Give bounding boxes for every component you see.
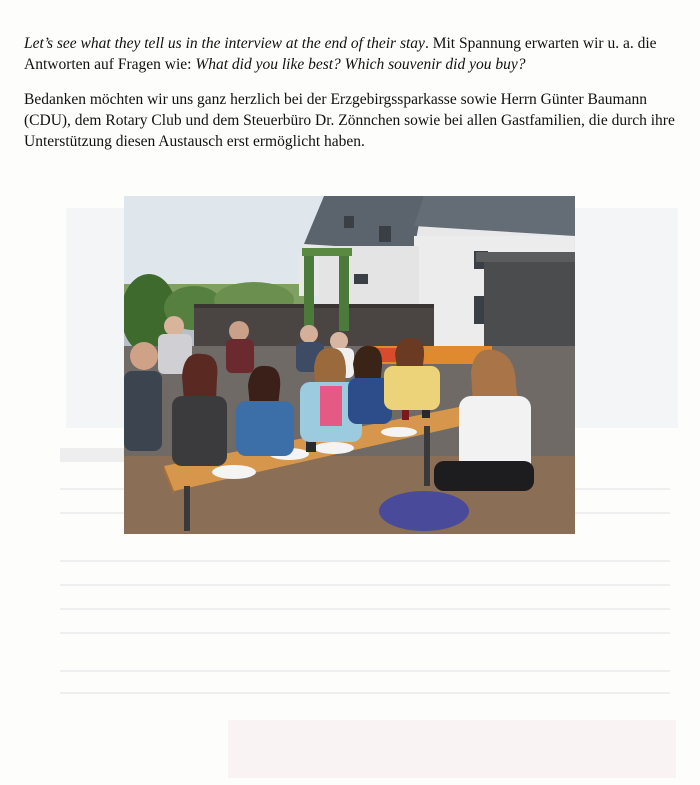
paragraph-thanks: Bedanken möchten wir uns ganz herzlich bei der Erzgebirgssparkasse sowie Herrn Günter Baumann (CDU), dem Rotary Club und dem Steuerbüro Dr. Zönnchen sowie bei allen Gastfamilien, die durch ihre Unterstützung diesen Austausch erst ermöglicht haben. <box>24 91 675 150</box>
bleed-through-line <box>60 692 670 694</box>
interview-questions: What did you like best? Which souvenir did you buy? <box>195 56 526 73</box>
paragraph-interview <box>24 33 684 75</box>
bleed-through-line <box>60 560 670 562</box>
group-photo <box>124 196 575 534</box>
interview-text: . Mit Spannung erwarten wir u. a. die Antworten auf Fragen wie: <box>24 35 657 73</box>
group-photo-illustration <box>124 196 575 534</box>
interview-italic: Let’s see what they tell us in the interview at the end of their stay <box>24 35 425 52</box>
bleed-through-line <box>60 632 670 634</box>
bleed-through-line <box>60 670 670 672</box>
bleed-through-line <box>60 584 670 586</box>
bleed-through-line <box>60 608 670 610</box>
bleed-through-photo <box>228 720 676 778</box>
bleed-through-line <box>60 448 130 462</box>
